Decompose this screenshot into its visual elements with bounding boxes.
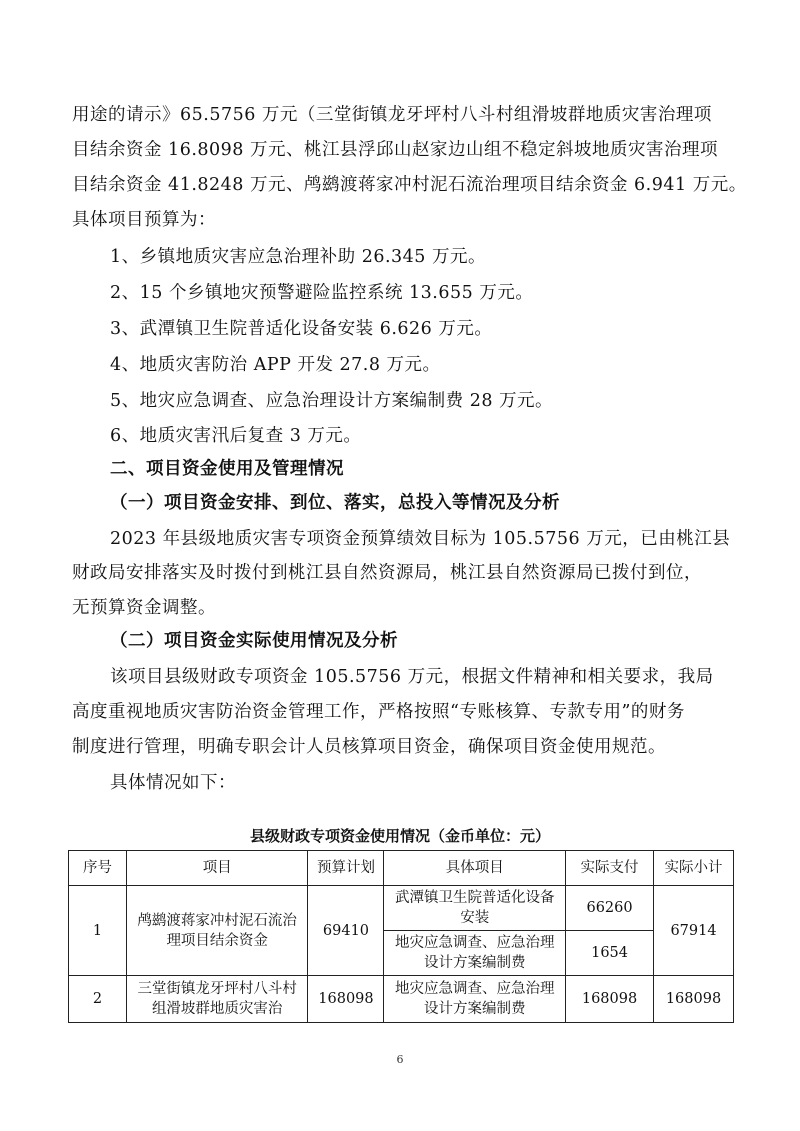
paragraph-line: 该项目县级财政专项资金 105.5756 万元，根据文件精神和相关要求，我局 <box>110 667 714 687</box>
table-row <box>69 976 734 1023</box>
header-cell: 项目 <box>126 851 308 886</box>
paragraph-line: 用途的请示》65.5756 万元（三堂街镇龙牙坪村八斗村组滑坡群地质灾害治理项 <box>72 105 712 125</box>
budget-item-5: 5、地灾应急调查、应急治理设计方案编制费 28 万元。 <box>110 391 554 411</box>
paragraph-line: 目结余资金 16.8098 万元、桃江县浮邱山赵家边山组不稳定斜坡地质灾害治理项 <box>72 140 718 160</box>
budget-value: 168098 <box>308 976 384 1023</box>
table-row <box>69 886 734 931</box>
specific-item: 地灾应急调查、应急治理设计方案编制费 <box>384 976 566 1023</box>
paid-value: 168098 <box>566 976 654 1023</box>
table-caption: 县级财政专项资金使用情况（金币单位：元） <box>249 827 550 845</box>
header-cell: 序号 <box>69 851 127 886</box>
paragraph-line: 财政局安排落实及时拨付到桃江县自然资源局，桃江县自然资源局已拨付到位， <box>72 563 702 583</box>
row-number: 1 <box>69 886 127 976</box>
subtotal-value: 168098 <box>654 976 734 1023</box>
paid-value: 66260 <box>566 886 654 931</box>
budget-item-3: 3、武潭镇卫生院普适化设备安装 6.626 万元。 <box>110 319 493 339</box>
header-cell: 预算计划 <box>308 851 384 886</box>
paragraph-line: 具体项目预算为： <box>72 210 216 230</box>
header-cell: 实际支付 <box>566 851 654 886</box>
paid-value: 1654 <box>566 931 654 976</box>
specific-item: 武潭镇卫生院普适化设备安装 <box>384 886 566 931</box>
paragraph-line: 无预算资金调整。 <box>72 598 216 618</box>
budget-item-6: 6、地质灾害汛后复查 3 万元。 <box>110 426 362 446</box>
paragraph-line: 具体情况如下： <box>110 773 236 793</box>
budget-item-2: 2、15 个乡镇地灾预警避险监控系统 13.655 万元。 <box>110 283 534 303</box>
subsection-heading: （二）项目资金实际使用情况及分析 <box>110 631 398 651</box>
specific-item: 地灾应急调查、应急治理设计方案编制费 <box>384 931 566 976</box>
row-number: 2 <box>69 976 127 1023</box>
paragraph-line: 2023 年县级地质灾害专项资金预算绩效目标为 105.5756 万元，已由桃江县 <box>110 529 731 549</box>
fund-usage-table <box>68 850 734 1023</box>
budget-item-1: 1、乡镇地质灾害应急治理补助 26.345 万元。 <box>110 247 486 267</box>
paragraph-line: 目结余资金 41.8248 万元、鸬鹚渡蒋家冲村泥石流治理项目结余资金 6.941 万元。 <box>72 175 747 195</box>
header-cell: 实际小计 <box>654 851 734 886</box>
table-header-row <box>69 851 734 886</box>
header-cell: 具体项目 <box>384 851 566 886</box>
page-number: 6 <box>396 1053 404 1066</box>
paragraph-line: 制度进行管理，明确专职会计人员核算项目资金，确保项目资金使用规范。 <box>72 737 666 757</box>
budget-value: 69410 <box>308 886 384 976</box>
project-name: 鸬鹚渡蒋家冲村泥石流治理项目结余资金 <box>126 886 308 976</box>
section-heading: 二、项目资金使用及管理情况 <box>110 459 344 479</box>
subsection-heading: （一）项目资金安排、到位、落实，总投入等情况及分析 <box>110 493 560 513</box>
project-name: 三堂街镇龙牙坪村八斗村组滑坡群地质灾害治 <box>126 976 308 1023</box>
budget-item-4: 4、地质灾害防治 APP 开发 27.8 万元。 <box>110 355 441 375</box>
subtotal-value: 67914 <box>654 886 734 976</box>
paragraph-line: 高度重视地质灾害防治资金管理工作，严格按照“专账核算、专款专用”的财务 <box>72 702 685 722</box>
